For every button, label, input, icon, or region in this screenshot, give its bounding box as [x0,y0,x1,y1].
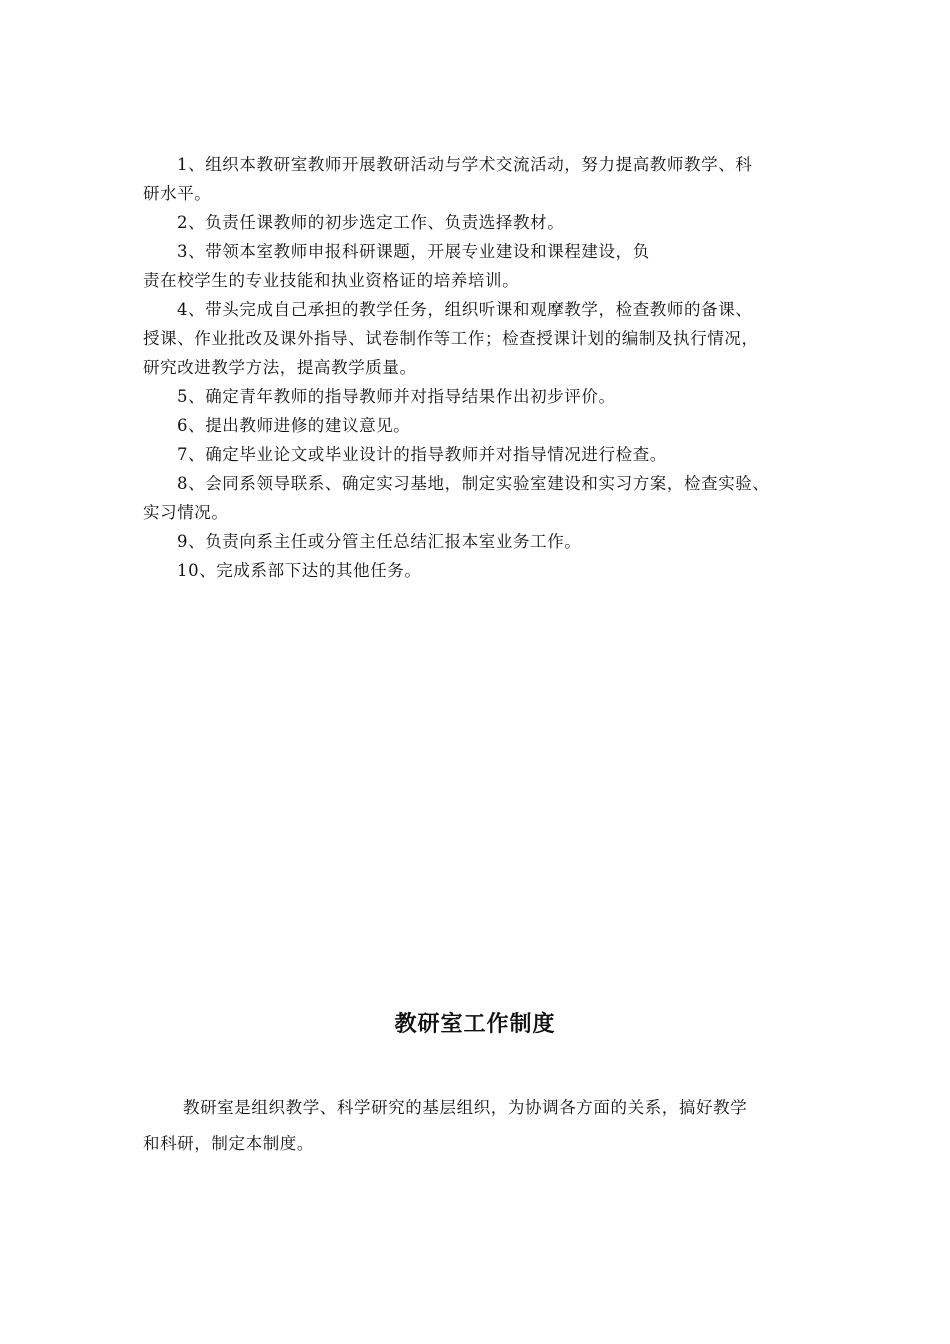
duty-line: 5、确定青年教师的指导教师并对指导结果作出初步评价。 [177,387,616,406]
duty-line: 研水平。 [143,184,212,203]
duty-item [143,527,815,556]
duty-item [143,295,815,382]
duty-item [143,411,815,440]
duty-item [143,556,815,585]
duty-line: 4、带头完成自己承担的教学任务，组织听课和观摩教学，检查教师的备课、 [177,300,753,319]
duty-line: 实习情况。 [143,503,229,522]
duty-list [143,150,815,585]
duty-line: 2、负责任课教师的初步选定工作、负责选择教材。 [177,213,565,232]
duty-item [143,150,815,208]
intro-line: 和科研，制定本制度。 [143,1134,314,1153]
duty-line: 3、带领本室教师申报科研课题，开展专业建设和课程建设，负 [177,242,650,261]
duty-line: 1、组织本教研室教师开展教研活动与学术交流活动，努力提高教师教学、科 [177,155,753,174]
duty-line: 7、确定毕业论文或毕业设计的指导教师并对指导情况进行检查。 [177,445,667,464]
duty-line: 8、会同系领导联系、确定实习基地，制定实验室建设和实习方案，检查实验、 [177,474,770,493]
duty-item [143,469,815,527]
duty-item [143,237,815,295]
section-title: 教研室工作制度 [394,1011,556,1037]
intro-line: 教研室是组织教学、科学研究的基层组织，为协调各方面的关系，搞好教学 [183,1098,748,1117]
section-intro [143,1090,815,1162]
duty-item [143,208,815,237]
duty-line: 6、提出教师进修的建议意见。 [177,416,411,435]
duty-line: 9、负责向系主任或分管主任总结汇报本室业务工作。 [177,532,582,551]
duty-item [143,382,815,411]
duty-line: 研究改进教学方法，提高教学质量。 [143,358,417,377]
duty-line: 责在校学生的专业技能和执业资格证的培养培训。 [143,271,520,290]
duty-item [143,440,815,469]
duty-line: 10、完成系部下达的其他任务。 [177,561,422,580]
duty-line: 授课、作业批改及课外指导、试卷制作等工作；检查授课计划的编制及执行情况， [143,329,759,348]
